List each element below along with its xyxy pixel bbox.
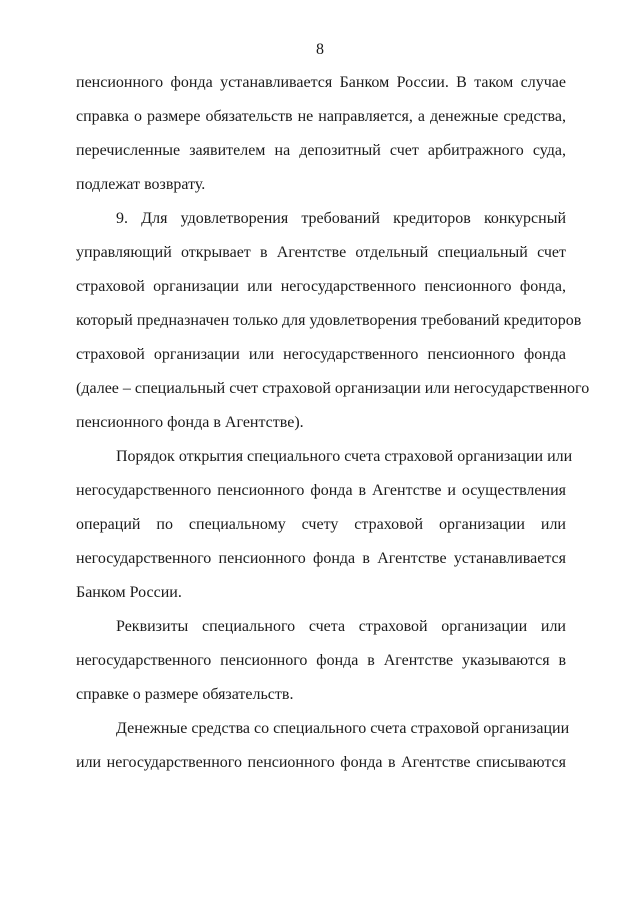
text-line: негосударственного пенсионного фонда в Агентстве устанавливается (76, 550, 566, 567)
text-line: перечисленные заявителем на депозитный счет арбитражного суда, (76, 142, 566, 159)
text-line: подлежат возврату. (76, 176, 206, 193)
text-line: Реквизиты специального счета страховой организации или (116, 618, 566, 635)
text-line: операций по специальному счету страховой организации или (76, 516, 566, 533)
text-line: негосударственного пенсионного фонда в Агентстве указываются в (76, 652, 566, 669)
text-line: (далее – специальный счет страховой организации или негосударственного (76, 380, 590, 397)
text-line: или негосударственного пенсионного фонда в Агентстве списываются (76, 754, 566, 771)
text-line: справке о размере обязательств. (76, 686, 294, 703)
text-line: справка о размере обязательств не направляется, а денежные средства, (76, 108, 566, 125)
text-line: пенсионного фонда в Агентстве). (76, 414, 304, 431)
text-line: пенсионного фонда устанавливается Банком России. В таком случае (76, 74, 566, 91)
text-line: Денежные средства со специального счета страховой организации (116, 720, 570, 737)
page-number: 8 (316, 41, 324, 58)
text-line: Банком России. (76, 584, 182, 601)
text-line: страховой организации или негосударственного пенсионного фонда, (76, 278, 566, 295)
text-line: 9. Для удовлетворения требований кредиторов конкурсный (116, 210, 566, 227)
text-line: страховой организации или негосударственного пенсионного фонда (76, 346, 566, 363)
text-line: который предназначен только для удовлетворения требований кредиторов (76, 312, 582, 329)
text-line: управляющий открывает в Агентстве отдельный специальный счет (76, 244, 566, 261)
text-line: негосударственного пенсионного фонда в Агентстве и осуществления (76, 482, 566, 499)
text-line: Порядок открытия специального счета страховой организации или (116, 448, 573, 465)
